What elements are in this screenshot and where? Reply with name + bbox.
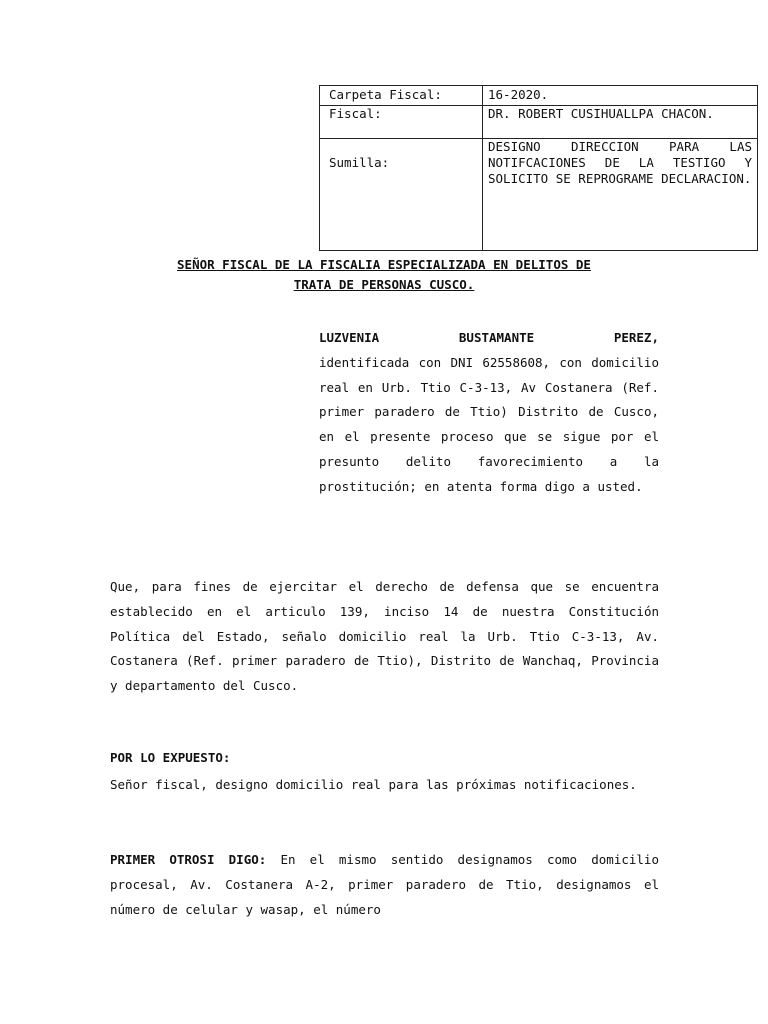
addressee-line-1: SEÑOR FISCAL DE LA FISCALIA ESPECIALIZADA EN DELITOS DE bbox=[177, 257, 591, 272]
petitioner-name bbox=[319, 326, 659, 351]
fiscal-label: Fiscal: bbox=[320, 106, 483, 139]
carpeta-value: 16-2020. bbox=[483, 86, 758, 106]
petitioner-first-name: LUZVENIA bbox=[319, 330, 380, 345]
otrosi-text: En el mismo sentido designamos como domicilio procesal, Av. Costanera A-2, primer paradero de Ttio, designamos el número de celular y wasap, el número bbox=[110, 852, 659, 917]
fiscal-value: DR. ROBERT CUSIHUALLPA CHACON. bbox=[483, 106, 758, 139]
sumilla-value: DESIGNO DIRECCION PARA LAS NOTIFCACIONES DE LA TESTIGO Y SOLICITO SE REPROGRAME DECLARACION. bbox=[483, 139, 758, 251]
case-info-table bbox=[319, 85, 758, 251]
paragraph-designo: Señor fiscal, designo domicilio real para las próximas notificaciones. bbox=[110, 777, 637, 792]
fiscal-row bbox=[320, 106, 758, 139]
por-lo-expuesto-heading: POR LO EXPUESTO: bbox=[110, 750, 231, 765]
otrosi-label: PRIMER OTROSI DIGO: bbox=[110, 852, 267, 867]
carpeta-row bbox=[320, 86, 758, 106]
intro-text: identificada con DNI 62558608, con domicilio real en Urb. Ttio C-3-13, Av Costanera (Ref. primer paradero de Ttio) Distrito de Cusco, en el presente proceso que se sigue por el presunto delito favorecimiento a la prostitución; en atenta forma digo a usted. bbox=[319, 354, 659, 494]
paragraph-otrosi bbox=[110, 848, 659, 922]
petitioner-middle-name: BUSTAMANTE bbox=[458, 330, 535, 345]
carpeta-label: Carpeta Fiscal: bbox=[320, 86, 483, 106]
paragraph-domicilio: Que, para fines de ejercitar el derecho de defensa que se encuentra establecido en el articulo 139, inciso 14 de nuestra Constitución Política del Estado, señalo domicilio real la Urb. Ttio C-3-13, Av. Costanera (Ref. primer paradero de Ttio), Distrito de Wanchaq, Provincia y departamento del Cusco. bbox=[110, 579, 659, 694]
sumilla-row bbox=[320, 139, 758, 251]
intro-paragraph bbox=[319, 326, 659, 500]
addressee-line-2: TRATA DE PERSONAS CUSCO. bbox=[293, 277, 475, 292]
sumilla-label: Sumilla: bbox=[320, 139, 483, 251]
petitioner-last-name: PEREZ, bbox=[613, 330, 659, 345]
addressee-heading bbox=[128, 255, 640, 295]
